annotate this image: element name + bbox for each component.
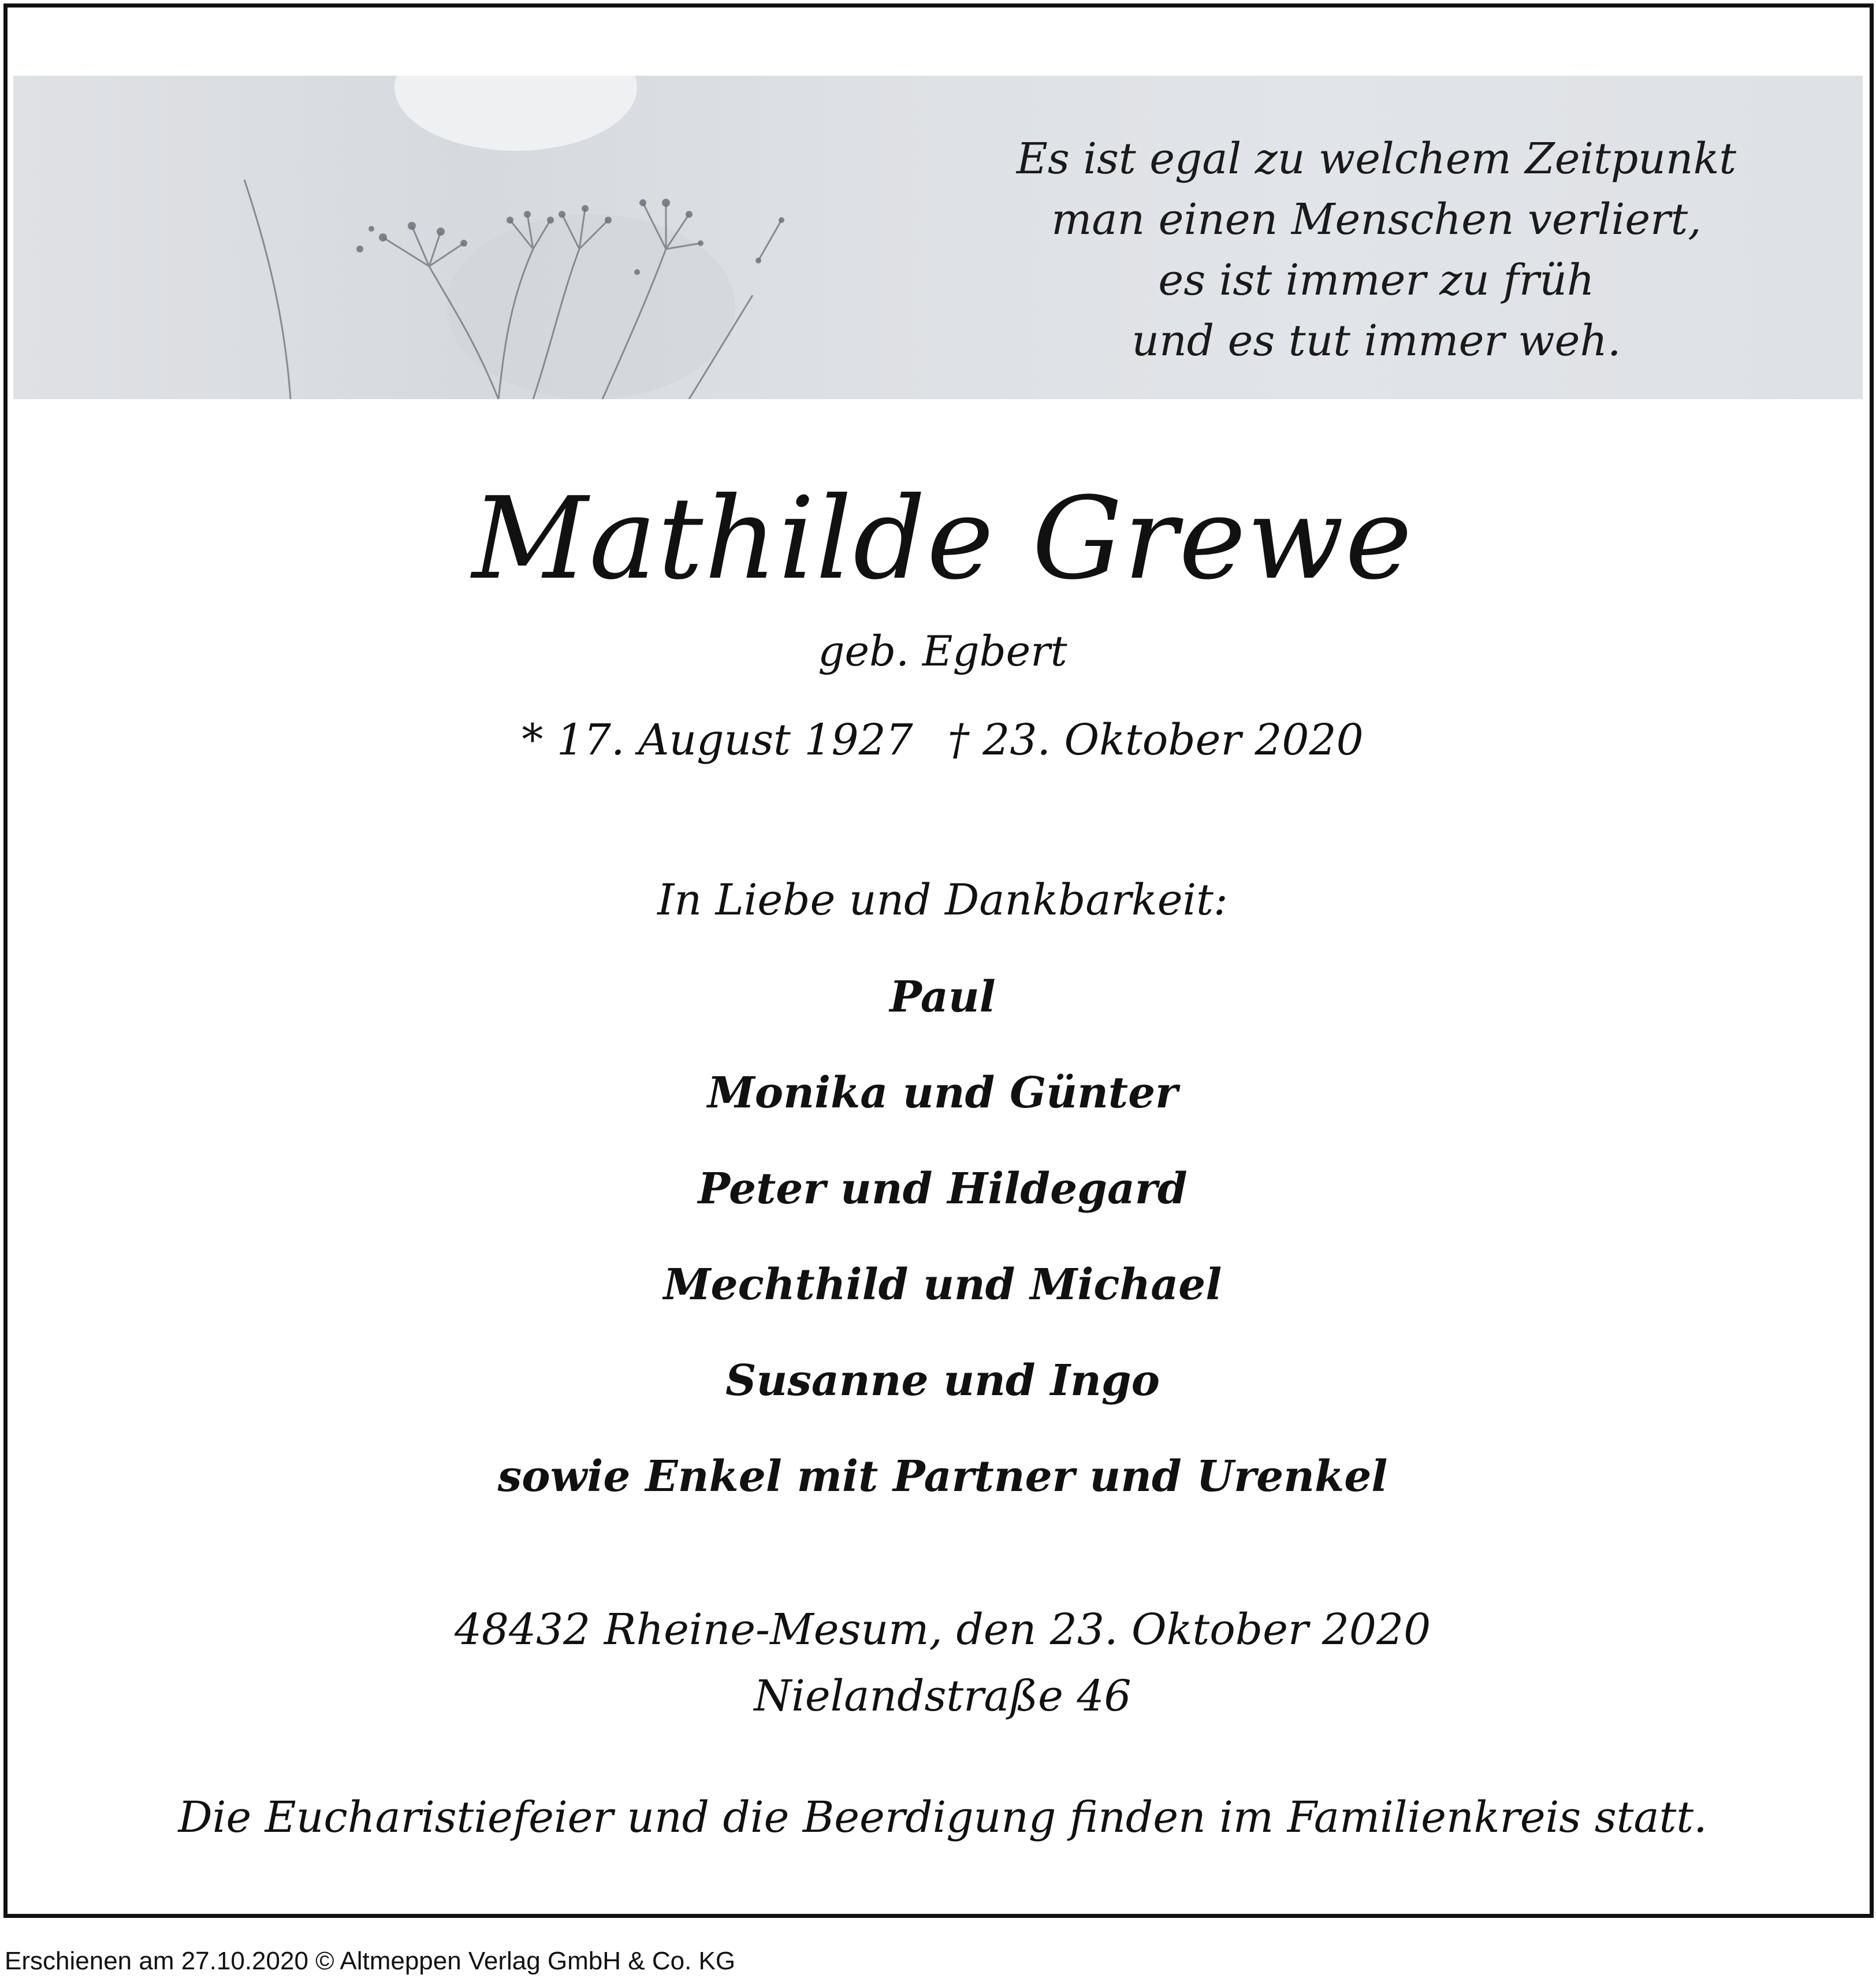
mourner-name: Paul	[889, 972, 996, 1022]
street-address: Nielandstraße 46	[754, 1671, 1131, 1721]
life-dates	[8, 715, 1876, 765]
maiden-name: geb. Egbert	[818, 627, 1067, 675]
quote-line: es ist immer zu früh	[1158, 255, 1595, 305]
funeral-notice: Die Eucharistiefeier und die Beerdigung finden im Familienkreis statt.	[178, 1793, 1707, 1842]
death-symbol: †	[947, 715, 969, 765]
death-date: 23. Oktober 2020	[982, 715, 1364, 765]
plant-illustration	[13, 76, 880, 399]
obituary-frame	[3, 3, 1874, 1918]
mourner-name: Mechthild und Michael	[663, 1260, 1222, 1310]
birth-date: * 17. August 1927	[522, 715, 913, 765]
mourner-name: sowie Enkel mit Partner und Urenkel	[497, 1452, 1388, 1501]
publication-footer: Erschienen am 27.10.2020 © Altmeppen Verlag GmbH & Co. KG	[5, 1947, 736, 1975]
mourner-name: Peter und Hildegard	[698, 1164, 1188, 1214]
mourner-name: Susanne und Ingo	[725, 1356, 1160, 1406]
quote	[914, 129, 1838, 371]
quote-line: man einen Menschen verliert,	[1051, 195, 1702, 244]
banner-image	[13, 76, 1863, 399]
quote-line: Es ist egal zu welchem Zeitpunkt	[1016, 134, 1737, 184]
quote-line: und es tut immer weh.	[1131, 316, 1621, 366]
dedication: In Liebe und Dankbarkeit:	[657, 875, 1228, 925]
place-date: 48432 Rheine-Mesum, den 23. Oktober 2020	[454, 1605, 1431, 1654]
mourner-name: Monika und Günter	[707, 1068, 1178, 1118]
deceased-name: Mathilde Grewe	[472, 473, 1413, 605]
